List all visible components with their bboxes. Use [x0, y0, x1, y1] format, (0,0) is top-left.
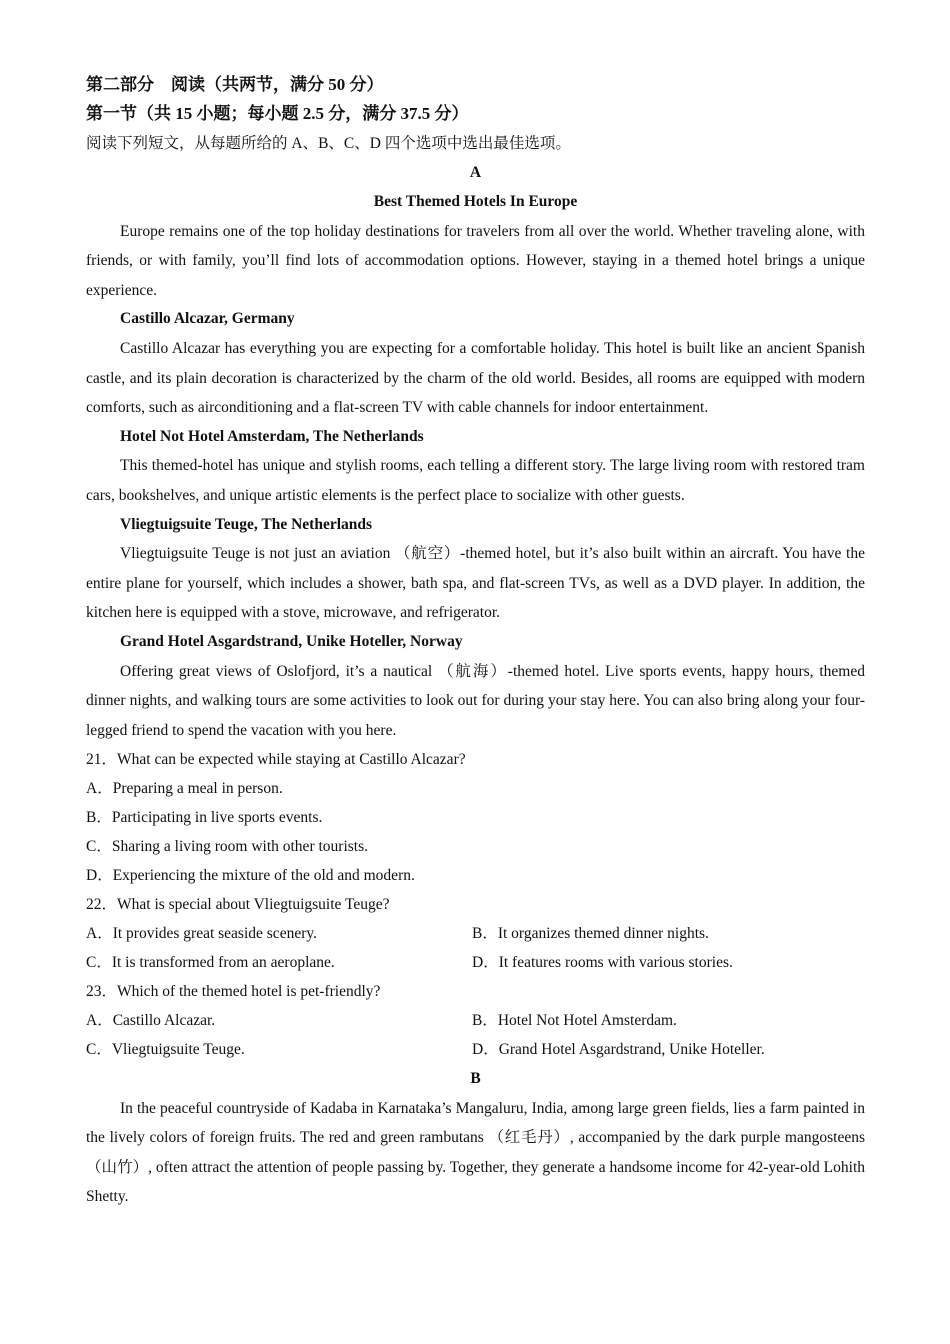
question-23-options-row-1 [86, 1006, 865, 1035]
hotel-1-name: Castillo Alcazar, Germany [120, 310, 295, 328]
question-22-options-row-1 [86, 919, 865, 948]
question-23-option-c[interactable]: C．Vliegtuigsuite Teuge. [86, 1041, 245, 1059]
hotel-4-text: Offering great views of Oslofjord, it’s a nautical （航海）-themed hotel. Live sports events, happy hours, themed dinner nights, and walking tours are some activities to look out for during your stay here. You can also bring along your four-legged friend to spend the vacation with you here. [86, 662, 865, 739]
question-21-option-a[interactable]: A．Preparing a meal in person. [86, 780, 283, 798]
question-22-option-d[interactable]: D．It features rooms with various stories. [472, 954, 733, 972]
question-22-option-a[interactable]: A．It provides great seaside scenery. [86, 925, 317, 943]
question-21-option-b[interactable]: B．Participating in live sports events. [86, 809, 323, 827]
exam-page [86, 70, 865, 1212]
question-23-options-row-2 [86, 1035, 865, 1064]
section-heading: 第一节（共 15 小题；每小题 2.5 分，满分 37.5 分） [86, 104, 469, 123]
question-21-stem: 21．What can be expected while staying at Castillo Alcazar? [86, 751, 466, 769]
passage-b-text: In the peaceful countryside of Kadaba in Karnataka’s Mangaluru, India, among large green fields, lies a farm painted in the lively colors of foreign fruits. The red and green rambutans （红毛丹）, accompanied by the dark purple mangosteens （山竹）, often attract the attention of people passing by. Together, they generate a handsome income for 42-year-old Lohith Shetty. [86, 1099, 865, 1206]
hotel-2-name: Hotel Not Hotel Amsterdam, The Netherlands [120, 427, 424, 445]
hotel-3-text: Vliegtuigsuite Teuge is not just an aviation （航空）-themed hotel, but it’s also built within an aircraft. You have the entire plane for yourself, which includes a shower, bath spa, and flat-screen TVs, as well as a DVD player. In addition, the kitchen here is equipped with a stove, microwave, and refrigerator. [86, 545, 865, 622]
question-22-option-b[interactable]: B．It organizes themed dinner nights. [472, 925, 709, 943]
question-23-option-b[interactable]: B．Hotel Not Hotel Amsterdam. [472, 1012, 677, 1030]
part-heading: 第二部分 阅读（共两节，满分 50 分） [86, 75, 384, 94]
hotel-2-text: This themed-hotel has unique and stylish rooms, each telling a different story. The large living room with restored tram cars, bookshelves, and unique artistic elements is the perfect place to socialize with other guests. [86, 457, 865, 504]
question-23-option-a[interactable]: A．Castillo Alcazar. [86, 1012, 216, 1030]
passage-a-intro: Europe remains one of the top holiday destinations for travelers from all over the world. Whether traveling alone, with friends, or with family, you’ll find lots of accommodation options. However, staying in a themed hotel brings a unique experience. [86, 222, 865, 299]
passage-a-letter: A [469, 164, 482, 182]
hotel-4-name: Grand Hotel Asgardstrand, Unike Hoteller, Norway [120, 632, 463, 650]
question-22-options-row-2 [86, 948, 865, 977]
passage-a-title: Best Themed Hotels In Europe [373, 193, 578, 211]
question-21-option-c[interactable]: C．Sharing a living room with other tourists. [86, 838, 368, 856]
question-22-option-c[interactable]: C．It is transformed from an aeroplane. [86, 954, 335, 972]
question-23-stem: 23．Which of the themed hotel is pet-friendly? [86, 983, 381, 1001]
hotel-3-name: Vliegtuigsuite Teuge, The Netherlands [120, 515, 373, 533]
instruction-text: 阅读下列短文，从每题所给的 A、B、C、D 四个选项中选出最佳选项。 [86, 135, 571, 152]
passage-b-letter: B [470, 1070, 481, 1088]
question-23-option-d[interactable]: D．Grand Hotel Asgardstrand, Unike Hoteller. [472, 1041, 765, 1059]
question-21-option-d[interactable]: D．Experiencing the mixture of the old and modern. [86, 867, 415, 885]
hotel-1-text: Castillo Alcazar has everything you are expecting for a comfortable holiday. This hotel is built like an ancient Spanish castle, and its plain decoration is characterized by the charm of the old world. Besides, all rooms are equipped with modern comforts, such as airconditioning and a flat-screen TV with cable channels for indoor entertainment. [86, 339, 865, 417]
question-22-stem: 22．What is special about Vliegtuigsuite Teuge? [86, 896, 390, 914]
